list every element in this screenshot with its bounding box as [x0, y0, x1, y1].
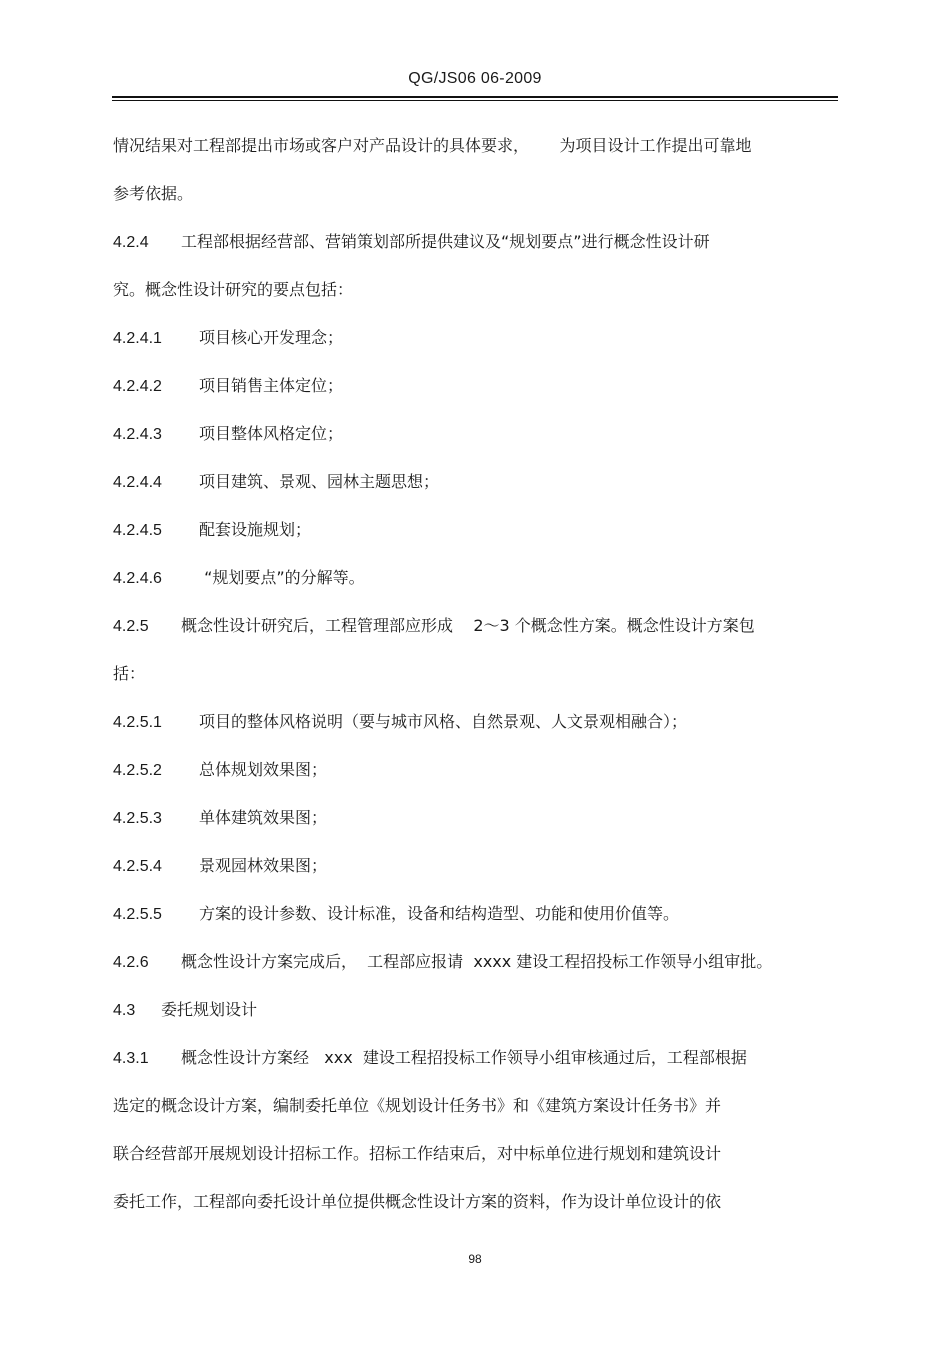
line-text: 情况结果对工程部提出市场或客户对产品设计的具体要求， 为项目设计工作提出可靠地	[113, 136, 752, 155]
clause-line	[113, 807, 327, 830]
clause-line	[113, 423, 343, 446]
line-text: 选定的概念设计方案，编制委托单位《规划设计任务书》和《建筑方案设计任务书》并	[113, 1096, 722, 1115]
clause-text: 工程部根据经营部、营销策划部所提供建议及“规划要点”进行概念性设计研	[181, 232, 710, 251]
header-rule-thin	[112, 100, 838, 101]
clause-text: 景观园林效果图；	[199, 856, 328, 875]
line-text: 究。概念性设计研究的要点包括：	[113, 280, 354, 299]
clause-text: 配套设施规划；	[199, 520, 312, 539]
clause-line	[113, 471, 439, 494]
line-text: 委托工作，工程部向委托设计单位提供概念性设计方案的资料，作为设计单位设计的依	[113, 1192, 722, 1211]
clause-text: “规划要点”的分解等。	[199, 568, 365, 587]
clause-line	[113, 615, 755, 638]
body-line	[113, 183, 193, 205]
clause-number: 4.2.4.3	[113, 426, 162, 443]
body-line	[113, 1191, 721, 1213]
clause-line	[113, 951, 772, 974]
clause-text: 概念性设计方案经 xxx 建设工程招投标工作领导小组审核通过后，工程部根据	[181, 1048, 747, 1067]
clause-text: 项目的整体风格说明（要与城市风格、自然景观、人文景观相融合）；	[199, 712, 688, 731]
clause-number: 4.2.5	[113, 618, 149, 635]
clause-line	[113, 519, 311, 542]
clause-text: 项目核心开发理念；	[199, 328, 344, 347]
clause-text: 总体规划效果图；	[199, 760, 328, 779]
clause-number: 4.2.4.1	[113, 330, 162, 347]
line-text: 括：	[113, 664, 146, 683]
clause-text: 概念性设计研究后，工程管理部应形成 2～3 个概念性方案。概念性设计方案包	[181, 616, 755, 635]
header-rule-thick	[112, 96, 838, 98]
clause-number: 4.2.6	[113, 954, 149, 971]
clause-number: 4.2.5.2	[113, 762, 162, 779]
clause-text: 项目整体风格定位；	[199, 424, 344, 443]
clause-number: 4.2.5.4	[113, 858, 162, 875]
body-line	[113, 135, 752, 157]
clause-line	[113, 327, 343, 350]
clause-number: 4.2.4	[113, 234, 149, 251]
clause-text: 方案的设计参数、设计标准，设备和结构造型、功能和使用价值等。	[199, 904, 680, 923]
body-line	[113, 663, 145, 685]
clause-line	[113, 1047, 747, 1070]
clause-text: 概念性设计方案完成后， 工程部应报请 xxxx 建设工程招投标工作领导小组审批。	[181, 952, 773, 971]
clause-line	[113, 759, 327, 782]
clause-number: 4.2.4.2	[113, 378, 162, 395]
clause-number: 4.2.5.3	[113, 810, 162, 827]
body-line	[113, 1143, 721, 1165]
line-text: 参考依据。	[113, 184, 194, 203]
document-code-header: QG/JS06 06-2009	[408, 70, 542, 87]
body-line	[113, 279, 353, 301]
clause-number: 4.3.1	[113, 1050, 149, 1067]
clause-number: 4.2.4.4	[113, 474, 162, 491]
clause-text: 项目建筑、景观、园林主题思想；	[199, 472, 440, 491]
page-number: 98	[468, 1252, 482, 1266]
clause-line	[113, 711, 687, 734]
clause-line	[113, 903, 679, 926]
section-heading	[113, 999, 257, 1022]
clause-text: 单体建筑效果图；	[199, 808, 328, 827]
section-number: 4.3	[113, 1002, 136, 1019]
clause-line	[113, 231, 710, 254]
clause-text: 项目销售主体定位；	[199, 376, 344, 395]
clause-line	[113, 375, 343, 398]
line-text: 联合经营部开展规划设计招标工作。招标工作结束后，对中标单位进行规划和建筑设计	[113, 1144, 722, 1163]
clause-line	[113, 855, 327, 878]
clause-number: 4.2.5.5	[113, 906, 162, 923]
body-line	[113, 1095, 721, 1117]
clause-number: 4.2.4.5	[113, 522, 162, 539]
clause-number: 4.2.5.1	[113, 714, 162, 731]
section-title: 委托规划设计	[161, 1000, 258, 1019]
clause-number: 4.2.4.6	[113, 570, 162, 587]
clause-line	[113, 567, 365, 590]
